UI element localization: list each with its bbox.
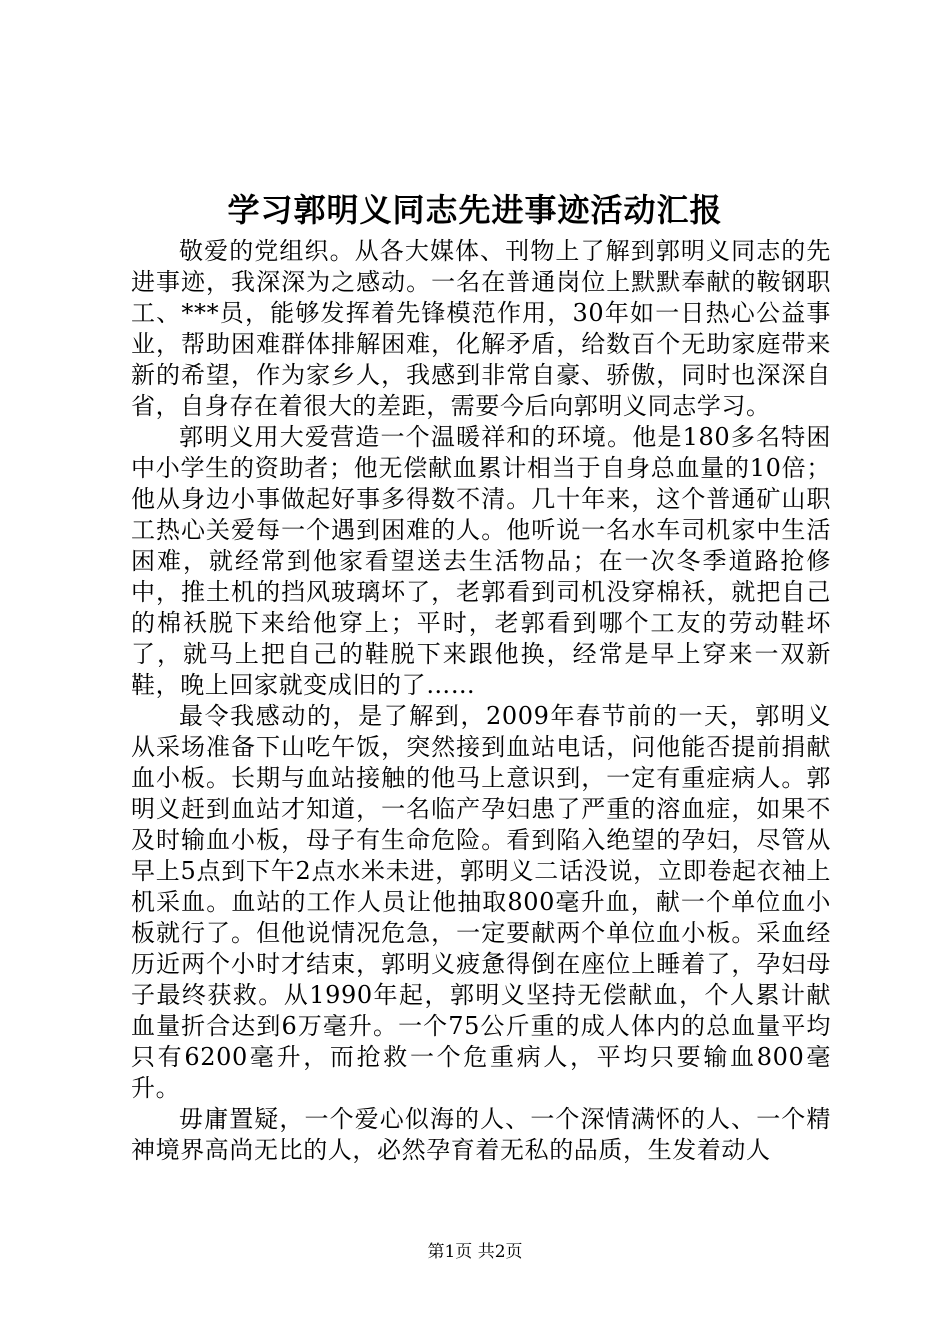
- paragraph: 最令我感动的，是了解到，2009年春节前的一天，郭明义从采场准备下山吃午饭，突然接到血站电话，问他能否提前捐献血小板。长期与血站接触的他马上意识到，一定有重症病人。郭明义赶到血站才知道，一名临产孕妇患了严重的溶血症，如果不及时输血小板，母子有生命危险。看到陷入绝望的孕妇，尽管从早上5点到下午2点水米未进，郭明义二话没说，立即卷起衣袖上机采血。血站的工作人员让他抽取800毫升血，献一个单位血小板就行了。但他说情况危急，一定要献两个单位血小板。采血经历近两个小时才结束，郭明义疲惫得倒在座位上睡着了，孕妇母子最终获救。从1990年起，郭明义坚持无偿献血，个人累计献血量折合达到6万毫升。一个75公斤重的成人体内的总血量平均只有6200毫升，而抢救一个危重病人，平均只要输血800毫升。: [131, 702, 831, 1102]
- paragraph: 敬爱的党组织。从各大媒体、刊物上了解到郭明义同志的先进事迹，我深深为之感动。一名在普通岗位上默默奉献的鞍钢职工、***员，能够发挥着先锋模范作用，30年如一日热心公益事业，帮助困难群体排解困难，化解矛盾，给数百个无助家庭带来新的希望，作为家乡人，我感到非常自豪、骄傲，同时也深深自省，自身存在着很大的差距，需要今后向郭明义同志学习。: [131, 237, 831, 420]
- document-body: [131, 236, 831, 1166]
- paragraph: 郭明义用大爱营造一个温暖祥和的环境。他是180多名特困中小学生的资助者；他无偿献血累计相当于自身总血量的10倍；他从身边小事做起好事多得数不清。几十年来，这个普通矿山职工热心关爱每一个遇到困难的人。他听说一名水车司机家中生活困难，就经常到他家看望送去生活物品；在一次冬季道路抢修中，推土机的挡风玻璃坏了，老郭看到司机没穿棉袄，就把自己的棉袄脱下来给他穿上；平时，老郭看到哪个工友的劳动鞋坏了，就马上把自己的鞋脱下来跟他换，经常是早上穿来一双新鞋，晚上回家就变成旧的了……: [131, 423, 831, 699]
- document-title: 学习郭明义同志先进事迹活动汇报: [227, 191, 723, 229]
- page-number-footer: 第1页 共2页: [427, 1242, 523, 1262]
- paragraph: 毋庸置疑，一个爱心似海的人、一个深情满怀的人、一个精神境界高尚无比的人，必然孕育着无私的品质，生发着动人: [131, 1105, 831, 1164]
